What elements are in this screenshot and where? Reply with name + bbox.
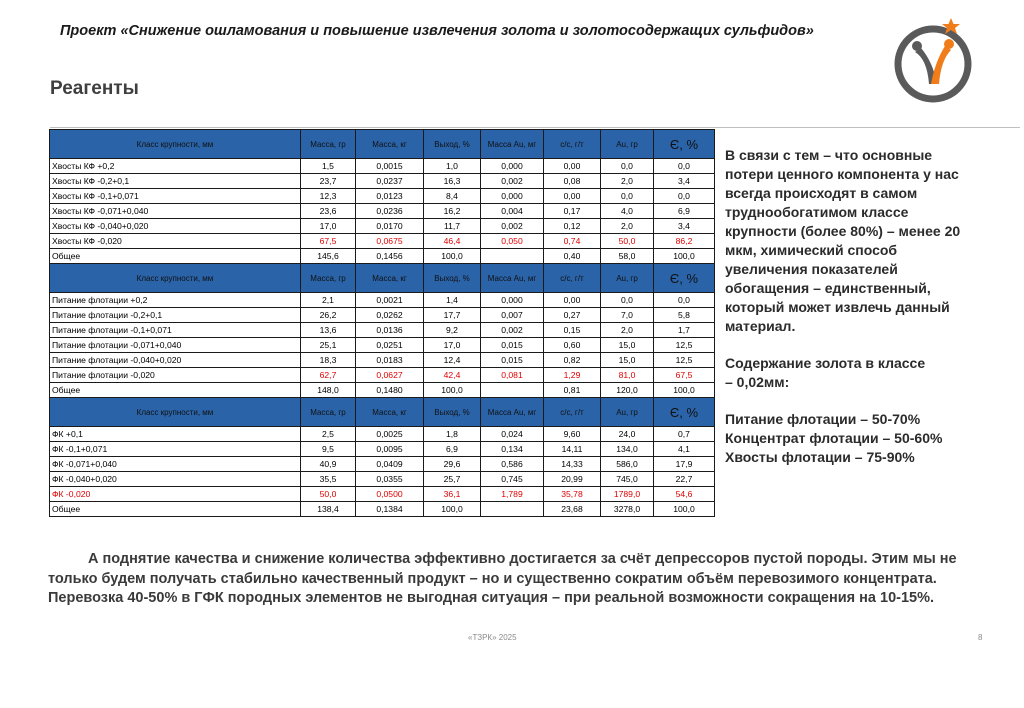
table-cell: 0,586 — [481, 457, 544, 472]
table-cell: 2,0 — [601, 219, 654, 234]
table-cell: 0,00 — [544, 189, 601, 204]
column-header: Класс крупности, мм — [50, 130, 301, 159]
table-cell: 0,050 — [481, 234, 544, 249]
table-cell: 0,74 — [544, 234, 601, 249]
table-row — [50, 442, 715, 457]
table-row — [50, 204, 715, 219]
table-cell: 0,0500 — [356, 487, 424, 502]
column-header: с/с, г/т — [544, 398, 601, 427]
table-cell: 0,7 — [654, 427, 715, 442]
table-row — [50, 383, 715, 398]
row-label: ФК +0,1 — [50, 427, 301, 442]
table-row — [50, 219, 715, 234]
table-cell: 138,4 — [301, 502, 356, 517]
table-cell: 17,0 — [424, 338, 481, 353]
table-cell — [481, 383, 544, 398]
table-cell: 0,004 — [481, 204, 544, 219]
table-cell: 29,6 — [424, 457, 481, 472]
table-cell: 100,0 — [424, 502, 481, 517]
table-cell: 22,7 — [654, 472, 715, 487]
row-label: Общее — [50, 383, 301, 398]
table-cell: 0,0 — [601, 189, 654, 204]
table-cell: 0,015 — [481, 353, 544, 368]
table-cell: 0,002 — [481, 219, 544, 234]
table-cell: 1,7 — [654, 323, 715, 338]
table-cell: 25,7 — [424, 472, 481, 487]
table-row — [50, 457, 715, 472]
row-label: Хвосты КФ +0,2 — [50, 159, 301, 174]
row-label: ФК -0,1+0,071 — [50, 442, 301, 457]
table-cell: 2,0 — [601, 323, 654, 338]
table-cell: 100,0 — [654, 249, 715, 264]
table-cell: 134,0 — [601, 442, 654, 457]
row-label: Питание флотации -0,020 — [50, 368, 301, 383]
column-header: Є, % — [654, 130, 715, 159]
table-cell: 0,0123 — [356, 189, 424, 204]
table-cell: 100,0 — [424, 249, 481, 264]
table-cell: 0,0 — [654, 293, 715, 308]
table-cell: 50,0 — [601, 234, 654, 249]
column-header: Масса, гр — [301, 130, 356, 159]
table-cell: 9,5 — [301, 442, 356, 457]
table-cell: 40,9 — [301, 457, 356, 472]
table-cell: 0,0183 — [356, 353, 424, 368]
table-cell: 1,4 — [424, 293, 481, 308]
table-cell: 50,0 — [301, 487, 356, 502]
table-cell: 0,1384 — [356, 502, 424, 517]
table-row — [50, 189, 715, 204]
column-header: Є, % — [654, 398, 715, 427]
table-cell: 0,134 — [481, 442, 544, 457]
table-cell: 0,0675 — [356, 234, 424, 249]
table-cell: 0,745 — [481, 472, 544, 487]
table-row — [50, 487, 715, 502]
table-cell — [481, 502, 544, 517]
table-cell: 0,0627 — [356, 368, 424, 383]
table-cell: 100,0 — [654, 502, 715, 517]
column-header: Масса, гр — [301, 398, 356, 427]
table-cell: 0,0 — [654, 189, 715, 204]
table-cell: 1,0 — [424, 159, 481, 174]
table-cell: 0,0 — [654, 159, 715, 174]
column-header: Масса, кг — [356, 398, 424, 427]
column-header: с/с, г/т — [544, 130, 601, 159]
table-cell: 0,12 — [544, 219, 601, 234]
table-cell: 1789,0 — [601, 487, 654, 502]
table-row — [50, 159, 715, 174]
column-header: Є, % — [654, 264, 715, 293]
table-cell: 0,0021 — [356, 293, 424, 308]
column-header: Выход, % — [424, 130, 481, 159]
column-header: Масса, кг — [356, 264, 424, 293]
table-cell: 0,024 — [481, 427, 544, 442]
table-cell: 0,08 — [544, 174, 601, 189]
table-cell: 2,0 — [601, 174, 654, 189]
table-cell: 0,1480 — [356, 383, 424, 398]
table-cell: 0,015 — [481, 338, 544, 353]
table-cell: 0,000 — [481, 293, 544, 308]
column-header: Выход, % — [424, 264, 481, 293]
table-cell: 11,7 — [424, 219, 481, 234]
table-row — [50, 472, 715, 487]
table-cell: 0,007 — [481, 308, 544, 323]
table-cell: 17,9 — [654, 457, 715, 472]
table-cell: 8,4 — [424, 189, 481, 204]
page-number: 8 — [978, 633, 983, 642]
table-cell: 1,5 — [301, 159, 356, 174]
table-cell: 0,0136 — [356, 323, 424, 338]
table-cell: 24,0 — [601, 427, 654, 442]
table-cell: 5,8 — [654, 308, 715, 323]
table-row — [50, 308, 715, 323]
table-cell: 6,9 — [424, 442, 481, 457]
table-cell: 0,00 — [544, 159, 601, 174]
table-row — [50, 249, 715, 264]
table-cell: 12,5 — [654, 338, 715, 353]
row-label: Питание флотации -0,2+0,1 — [50, 308, 301, 323]
column-header: Масса Au, мг — [481, 398, 544, 427]
table-cell: 58,0 — [601, 249, 654, 264]
table-cell: 20,99 — [544, 472, 601, 487]
table-row — [50, 502, 715, 517]
table-cell: 13,6 — [301, 323, 356, 338]
row-label: Хвосты КФ -0,071+0,040 — [50, 204, 301, 219]
table-cell: 35,5 — [301, 472, 356, 487]
row-label: Общее — [50, 249, 301, 264]
table-cell: 6,9 — [654, 204, 715, 219]
table-cell: 17,0 — [301, 219, 356, 234]
table-cell: 12,3 — [301, 189, 356, 204]
table-cell: 25,1 — [301, 338, 356, 353]
table-cell: 745,0 — [601, 472, 654, 487]
column-header: Масса, гр — [301, 264, 356, 293]
table-cell: 15,0 — [601, 353, 654, 368]
table-row — [50, 174, 715, 189]
bottom-paragraph: А поднятие качества и снижение количества эффективно достигается за счёт депрессоров пустой породы. Этим мы не только будем получать стабильно качественный продукт – но и существенно сократим объём перевозимого концентрата. Перевозка 40-50% в ГФК породных элементов не выгодная ситуация – при реальной возможности сокращения на 10-15%. — [48, 551, 957, 606]
table-cell: 3,4 — [654, 219, 715, 234]
sidebar-paragraph-3: Питание флотации – 50-70% Концентрат флотации – 50-60% Хвосты флотации – 75-90% — [725, 411, 943, 465]
table-cell: 17,7 — [424, 308, 481, 323]
column-header: Масса Au, мг — [481, 264, 544, 293]
table-cell: 0,0025 — [356, 427, 424, 442]
table-cell: 15,0 — [601, 338, 654, 353]
table-cell: 0,0095 — [356, 442, 424, 457]
table-row — [50, 338, 715, 353]
table-cell: 35,78 — [544, 487, 601, 502]
column-header: Класс крупности, мм — [50, 398, 301, 427]
column-header: Класс крупности, мм — [50, 264, 301, 293]
table-cell: 0,002 — [481, 323, 544, 338]
column-header: Масса, кг — [356, 130, 424, 159]
table-cell: 0,0409 — [356, 457, 424, 472]
row-label: Общее — [50, 502, 301, 517]
table-cell: 9,2 — [424, 323, 481, 338]
table-cell: 36,1 — [424, 487, 481, 502]
table-cell: 0,40 — [544, 249, 601, 264]
table-cell — [481, 249, 544, 264]
row-label: Питание флотации -0,071+0,040 — [50, 338, 301, 353]
table-cell: 0,000 — [481, 159, 544, 174]
table-cell: 81,0 — [601, 368, 654, 383]
table-cell: 1,789 — [481, 487, 544, 502]
table-cell: 46,4 — [424, 234, 481, 249]
table-cell: 9,60 — [544, 427, 601, 442]
table-cell: 0,0 — [601, 159, 654, 174]
row-label: ФК -0,020 — [50, 487, 301, 502]
slide-title: Проект «Снижение ошламования и повышение извлечения золота и золотосодержащих сульфидов» — [60, 23, 814, 39]
table-cell: 14,33 — [544, 457, 601, 472]
table-cell: 54,6 — [654, 487, 715, 502]
table-cell: 1,29 — [544, 368, 601, 383]
sidebar-paragraph-2: Содержание золота в классе – 0,02мм: — [725, 355, 926, 390]
table-cell: 0,0236 — [356, 204, 424, 219]
table-cell: 0,60 — [544, 338, 601, 353]
table-cell: 14,11 — [544, 442, 601, 457]
column-header: Au, гр — [601, 130, 654, 159]
table-cell: 0,0355 — [356, 472, 424, 487]
row-label: Хвосты КФ -0,1+0,071 — [50, 189, 301, 204]
column-header: Выход, % — [424, 398, 481, 427]
table-header-row — [50, 264, 715, 293]
table-cell: 0,17 — [544, 204, 601, 219]
table-cell: 86,2 — [654, 234, 715, 249]
table-cell: 0,081 — [481, 368, 544, 383]
reagents-table — [49, 129, 715, 517]
table-cell: 586,0 — [601, 457, 654, 472]
row-label: Хвосты КФ -0,040+0,020 — [50, 219, 301, 234]
table-cell: 2,5 — [301, 427, 356, 442]
table-cell: 7,0 — [601, 308, 654, 323]
table-cell: 0,15 — [544, 323, 601, 338]
table-cell: 23,6 — [301, 204, 356, 219]
company-logo — [893, 14, 973, 110]
table-cell: 0,000 — [481, 189, 544, 204]
table-cell: 3278,0 — [601, 502, 654, 517]
table-cell: 145,6 — [301, 249, 356, 264]
table-cell: 0,0170 — [356, 219, 424, 234]
divider — [50, 127, 1020, 128]
table-cell: 0,0015 — [356, 159, 424, 174]
table-cell: 0,0251 — [356, 338, 424, 353]
table-cell: 1,8 — [424, 427, 481, 442]
row-label: Питание флотации +0,2 — [50, 293, 301, 308]
row-label: Хвосты КФ -0,020 — [50, 234, 301, 249]
table-cell: 0,1456 — [356, 249, 424, 264]
table-cell: 42,4 — [424, 368, 481, 383]
table-cell: 67,5 — [301, 234, 356, 249]
row-label: Питание флотации -0,040+0,020 — [50, 353, 301, 368]
table-cell: 16,2 — [424, 204, 481, 219]
table-cell: 148,0 — [301, 383, 356, 398]
table-cell: 16,3 — [424, 174, 481, 189]
table-cell: 2,1 — [301, 293, 356, 308]
table-cell: 12,4 — [424, 353, 481, 368]
table-cell: 0,82 — [544, 353, 601, 368]
table-cell: 0,27 — [544, 308, 601, 323]
table-cell: 23,7 — [301, 174, 356, 189]
column-header: с/с, г/т — [544, 264, 601, 293]
table-row — [50, 368, 715, 383]
table-cell: 100,0 — [424, 383, 481, 398]
table-cell: 62,7 — [301, 368, 356, 383]
table-header-row — [50, 130, 715, 159]
sidebar-paragraph-1: В связи с тем – что основные потери ценного компонента у нас всегда происходят в самом труднообогатимом классе крупности (более 80%) – менее 20 мкм, химический способ увеличения показателей обогащения – единственный, который может извлечь данный материал. — [725, 147, 961, 334]
table-cell: 0,00 — [544, 293, 601, 308]
table-cell: 0,0237 — [356, 174, 424, 189]
table-cell: 120,0 — [601, 383, 654, 398]
row-label: ФК -0,040+0,020 — [50, 472, 301, 487]
table-row — [50, 353, 715, 368]
table-cell: 0,81 — [544, 383, 601, 398]
footer-company: «ТЗРК» 2025 — [468, 633, 517, 642]
table-cell: 0,0262 — [356, 308, 424, 323]
table-cell: 0,002 — [481, 174, 544, 189]
table-cell: 4,1 — [654, 442, 715, 457]
column-header: Au, гр — [601, 398, 654, 427]
row-label: Хвосты КФ -0,2+0,1 — [50, 174, 301, 189]
column-header: Масса Au, мг — [481, 130, 544, 159]
table-cell: 18,3 — [301, 353, 356, 368]
table-cell: 0,0 — [601, 293, 654, 308]
table-cell: 12,5 — [654, 353, 715, 368]
table-row — [50, 427, 715, 442]
table-cell: 4,0 — [601, 204, 654, 219]
table-header-row — [50, 398, 715, 427]
table-row — [50, 293, 715, 308]
sidebar-text — [725, 146, 985, 485]
table-row — [50, 234, 715, 249]
row-label: Питание флотации -0,1+0,071 — [50, 323, 301, 338]
section-title: Реагенты — [50, 78, 139, 99]
table-cell: 3,4 — [654, 174, 715, 189]
table-cell: 26,2 — [301, 308, 356, 323]
column-header: Au, гр — [601, 264, 654, 293]
table-cell: 23,68 — [544, 502, 601, 517]
row-label: ФК -0,071+0,040 — [50, 457, 301, 472]
table-cell: 67,5 — [654, 368, 715, 383]
table-cell: 100,0 — [654, 383, 715, 398]
table-row — [50, 323, 715, 338]
